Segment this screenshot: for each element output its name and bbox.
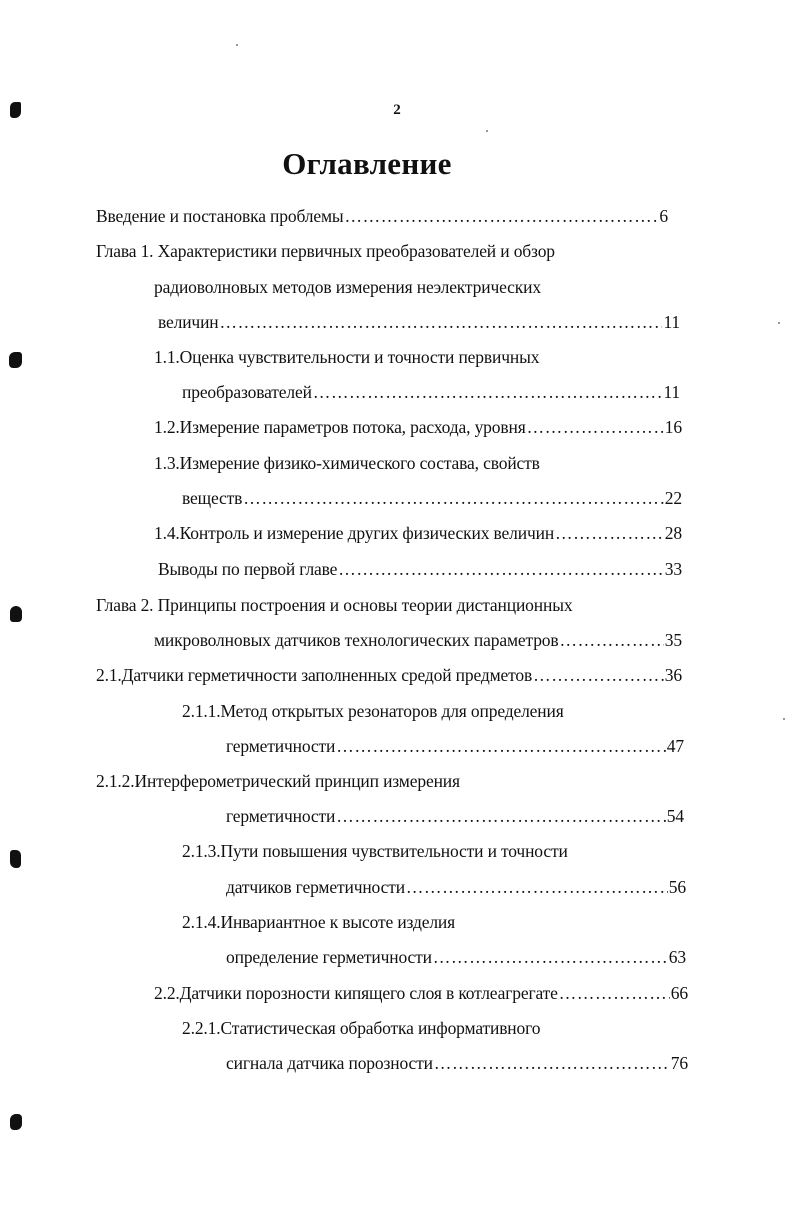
toc-entry-text: Введение и постановка проблемы — [96, 206, 344, 226]
toc-page-number: 28 — [664, 523, 682, 543]
leader-dots — [559, 982, 670, 1004]
binder-hole-mark-3 — [10, 606, 22, 622]
toc-page-number: 54 — [666, 806, 684, 826]
toc-entry-section-2-1-3[interactable] — [226, 876, 686, 898]
binder-hole-mark-4 — [10, 850, 21, 868]
toc-entry-text: сигнала датчика порозности — [226, 1053, 433, 1073]
toc-page-number: 22 — [664, 488, 682, 508]
toc-entry-text: герметичности — [226, 806, 336, 826]
toc-page-number: 6 — [659, 206, 668, 226]
leader-dots — [338, 558, 664, 580]
toc-entry-section-1-3[interactable] — [182, 487, 682, 509]
toc-page-number: 63 — [668, 947, 686, 967]
scan-speck — [778, 322, 780, 324]
toc-entry-section-2-2-1[interactable] — [226, 1052, 688, 1074]
toc-page-number: 56 — [668, 877, 686, 897]
toc-page-number: 11 — [663, 382, 680, 402]
toc-page-number: 47 — [666, 736, 684, 756]
toc-entry-text: 1.4.Контроль и измерение других физических величин — [154, 523, 555, 543]
leader-dots — [313, 381, 663, 403]
scan-speck — [236, 44, 238, 46]
toc-entry-text: определение герметичности — [226, 947, 432, 967]
toc-section-2-1-3-line-1[interactable]: 2.1.3.Пути повышения чувствительности и точности — [182, 841, 568, 861]
scan-speck — [783, 718, 785, 720]
leader-dots — [336, 735, 666, 757]
toc-entry-chapter-1[interactable] — [158, 311, 680, 333]
toc-entry-text: величин — [158, 312, 219, 332]
toc-section-1-3-line-1[interactable]: 1.3.Измерение физико-химического состава, свойств — [154, 453, 540, 473]
toc-entry-text: датчиков герметичности — [226, 877, 405, 897]
toc-entry-section-1-4[interactable] — [154, 522, 682, 544]
leader-dots — [243, 487, 664, 509]
toc-page-number: 76 — [670, 1053, 688, 1073]
leader-dots — [555, 522, 664, 544]
toc-entry-chapter-2[interactable] — [154, 629, 682, 651]
leader-dots — [560, 629, 664, 651]
scan-speck — [486, 130, 488, 132]
toc-entry-section-2-1-4[interactable] — [226, 946, 686, 968]
toc-section-1-1-line-1[interactable]: 1.1.Оценка чувствительности и точности первичных — [154, 347, 540, 367]
leader-dots — [533, 664, 664, 686]
toc-entry-text: 1.2.Измерение параметров потока, расхода, уровня — [154, 417, 526, 437]
toc-entry-text: микроволновых датчиков технологических параметров — [154, 630, 559, 650]
leader-dots — [406, 876, 668, 898]
page-title: Оглавление — [282, 146, 452, 181]
toc-entry-text: Выводы по первой главе — [158, 559, 338, 579]
toc-page-number: 35 — [664, 630, 682, 650]
toc-chapter-2-line-1[interactable]: Глава 2. Принципы построения и основы теории дистанционных — [96, 595, 573, 615]
leader-dots — [434, 1052, 670, 1074]
page-number: 2 — [393, 102, 401, 118]
toc-entry-text: веществ — [182, 488, 243, 508]
leader-dots — [527, 416, 664, 438]
leader-dots — [345, 205, 659, 227]
toc-section-2-1-1-line-1[interactable]: 2.1.1.Метод открытых резонаторов для определения — [182, 701, 564, 721]
toc-entry-section-2-2[interactable] — [154, 982, 688, 1004]
toc-entry-section-2-1[interactable] — [96, 664, 682, 686]
toc-section-2-1-4-line-1[interactable]: 2.1.4.Инвариантное к высоте изделия — [182, 912, 456, 932]
toc-entry-section-2-1-1[interactable] — [226, 735, 684, 757]
toc-entry-section-2-1-2[interactable] — [226, 805, 684, 827]
toc-entry-text: герметичности — [226, 736, 336, 756]
leader-dots — [433, 946, 668, 968]
toc-entry-text: 2.1.Датчики герметичности заполненных средой предметов — [96, 665, 533, 685]
toc-chapter-1-line-1[interactable]: Глава 1. Характеристики первичных преобразователей и обзор — [96, 241, 555, 261]
toc-entry-conclusions-1[interactable] — [158, 558, 682, 580]
toc-section-2-2-1-line-1[interactable]: 2.2.1.Статистическая обработка информативного — [182, 1018, 541, 1038]
toc-page-number: 36 — [664, 665, 682, 685]
toc-section-2-1-2-line-1[interactable]: 2.1.2.Интерферометрический принцип измерения — [96, 771, 460, 791]
toc-page-number: 16 — [664, 417, 682, 437]
toc-chapter-1-line-2[interactable]: радиоволновых методов измерения неэлектрических — [154, 277, 541, 297]
toc-entry-intro[interactable] — [96, 205, 668, 227]
toc-entry-section-1-1[interactable] — [182, 381, 680, 403]
toc-page-number: 11 — [663, 312, 680, 332]
leader-dots — [220, 311, 663, 333]
toc-entry-text: 2.2.Датчики порозности кипящего слоя в котлеагрегате — [154, 983, 558, 1003]
toc-page-number: 66 — [670, 983, 688, 1003]
toc-entry-text: преобразователей — [182, 382, 312, 402]
toc-entry-section-1-2[interactable] — [154, 416, 682, 438]
toc-page-number: 33 — [664, 559, 682, 579]
binder-hole-mark-2 — [9, 352, 22, 368]
binder-hole-mark-5 — [10, 1114, 22, 1130]
leader-dots — [336, 805, 666, 827]
